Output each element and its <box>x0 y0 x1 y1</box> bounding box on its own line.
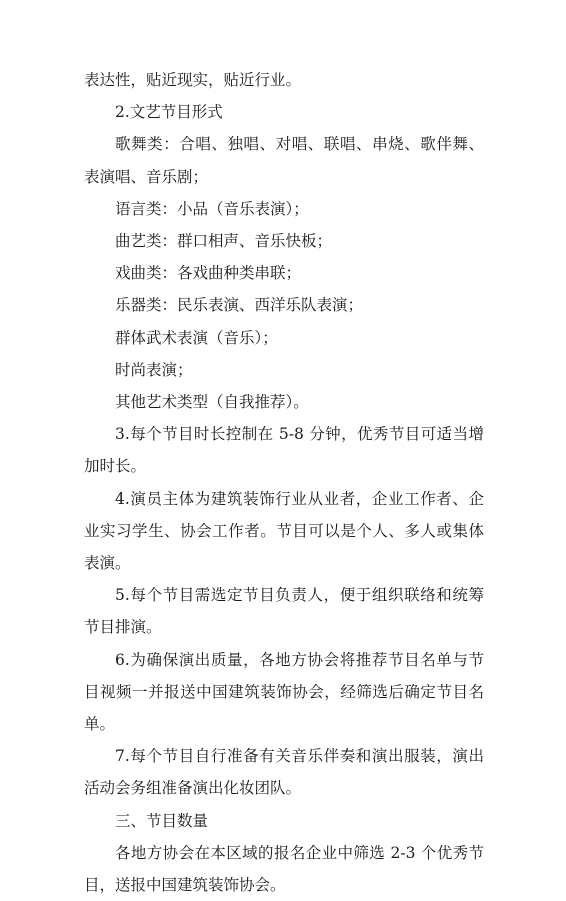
category-instrument: 乐器类：民乐表演、西洋乐队表演； <box>115 296 364 315</box>
category-fashion: 时尚表演； <box>115 360 193 379</box>
category-opera: 戏曲类：各戏曲种类串联； <box>115 264 302 283</box>
document-page <box>84 64 484 901</box>
category-song-dance: 歌舞类：合唱、独唱、对唱、联唱、串烧、歌伴舞、表演唱、音乐剧； <box>84 135 484 186</box>
category-martial-arts: 群体武术表演（音乐）； <box>115 328 278 347</box>
category-quyi: 曲艺类：群口相声、音乐快板； <box>115 232 333 251</box>
section-item-2-heading: 2.文艺节目形式 <box>115 103 223 122</box>
paragraph-continuation: 表达性，贴近现实，贴近行业。 <box>84 71 302 89</box>
item-3-duration: 3.每个节目时长控制在 5-8 分钟，优秀节目可适当增加时长。 <box>84 425 484 476</box>
category-other: 其他艺术类型（自我推荐）。 <box>115 393 309 412</box>
category-language: 语言类：小品（音乐表演）； <box>115 199 309 218</box>
item-4-performers: 4.演员主体为建筑装饰行业从业者，企业工作者、企业实习学生、协会工作者。节目可以是个人、多人或集体表演。 <box>84 489 484 573</box>
item-7-costume-music: 7.每个节目自行准备有关音乐伴奏和演出服装，演出活动会务组准备演出化妆团队。 <box>84 747 484 798</box>
section-3-heading: 三、节目数量 <box>115 811 209 830</box>
item-6-quality: 6.为确保演出质量，各地方协会将推荐节目名单与节目视频一并报送中国建筑装饰协会，经筛选后确定节目名单。 <box>84 650 484 734</box>
item-5-responsible-person: 5.每个节目需选定节目负责人，便于组织联络和统筹节目排演。 <box>84 586 484 637</box>
section-3-body: 各地方协会在本区域的报名企业中筛选 2-3 个优秀节目，送报中国建筑装饰协会。 <box>84 843 484 895</box>
